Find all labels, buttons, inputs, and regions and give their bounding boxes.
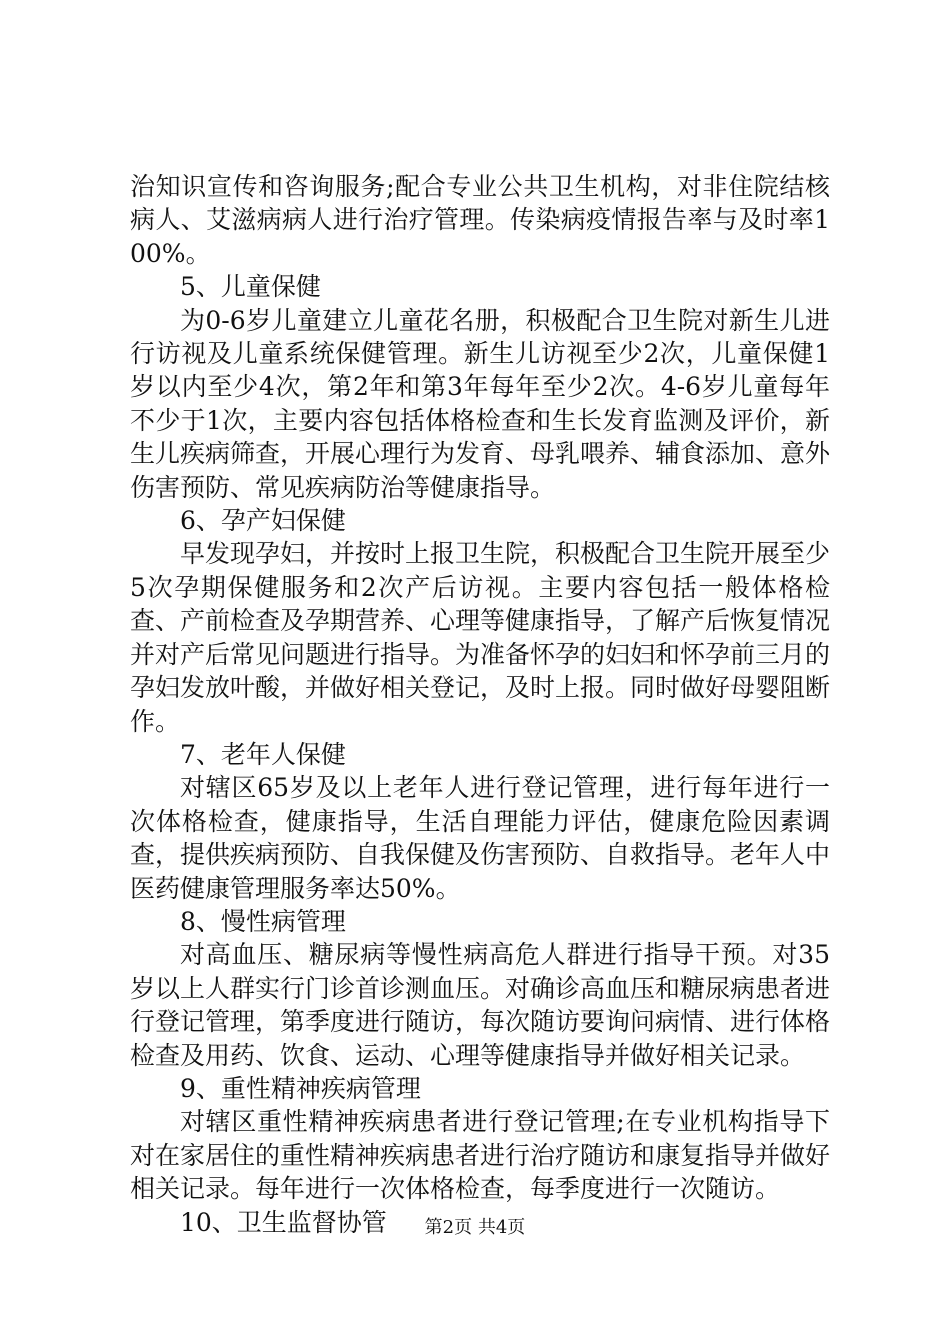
paragraph-child-health: 为0-6岁儿童建立儿童花名册，积极配合卫生院对新生儿进行访视及儿童系统保健管理。新生儿访视至少2次，儿童保健1岁以内至少4次，第2年和第3年每年至少2次。4-6岁儿童每年不少于1次，主要内容包括体格检查和生长发育监测及评价，新生儿疾病筛查，开展心理行为发育、母乳喂养、辅食添加、意外伤害预防、常见疾病防治等健康指导。 — [130, 305, 831, 502]
paragraph-continuation: 治知识宣传和咨询服务;配合专业公共卫生机构，对非住院结核病人、艾滋病病人进行治疗管理。传染病疫情报告率与及时率100%。 — [130, 172, 830, 268]
section-heading-child-health: 5、儿童保健 — [180, 272, 321, 302]
section-heading-maternal-health: 6、孕产妇保健 — [180, 506, 346, 536]
paragraph-mental-illness: 对辖区重性精神疾病患者进行登记管理;在专业机构指导下对在家居住的重性精神疾病患者进行治疗随访和康复指导并做好相关记录。每年进行一次体格检查，每季度进行一次随访。 — [130, 1107, 831, 1204]
section-heading-chronic-disease: 8、慢性病管理 — [180, 906, 346, 936]
section-heading-mental-illness: 9、重性精神疾病管理 — [180, 1073, 421, 1103]
paragraph-chronic-disease: 对高血压、糖尿病等慢性病高危人群进行指导干预。对35岁以上人群实行门诊首诊测血压。对确诊高血压和糖尿病患者进行登记管理，第季度进行随访，每次随访要询问病情、进行体格检查及用药、饮食、运动、心理等健康指导并做好相关记录。 — [130, 940, 831, 1070]
page-number-footer: 第2页 共4页 — [424, 1217, 526, 1238]
paragraph-maternal-health: 早发现孕妇，并按时上报卫生院，积极配合卫生院开展至少5次孕期保健服务和2次产后访视。主要内容包括一般体格检查、产前检查及孕期营养、心理等健康指导，了解产后恢复情况并对产后常见问题进行指导。为准备怀孕的妇妇和怀孕前三月的孕妇发放叶酸，并做好相关登记，及时上报。同时做好母婴阻断作。 — [130, 539, 831, 736]
paragraph-elderly-health: 对辖区65岁及以上老年人进行登记管理，进行每年进行一次体格检查，健康指导，生活自理能力评估，健康危险因素调查，提供疾病预防、自我保健及伤害预防、自救指导。老年人中医药健康管理服务率达50%。 — [130, 773, 831, 903]
section-heading-elderly-health: 7、老年人保健 — [180, 739, 346, 769]
document-body — [130, 170, 830, 1239]
section-heading-health-supervision: 10、卫生监督协管 — [180, 1207, 387, 1237]
